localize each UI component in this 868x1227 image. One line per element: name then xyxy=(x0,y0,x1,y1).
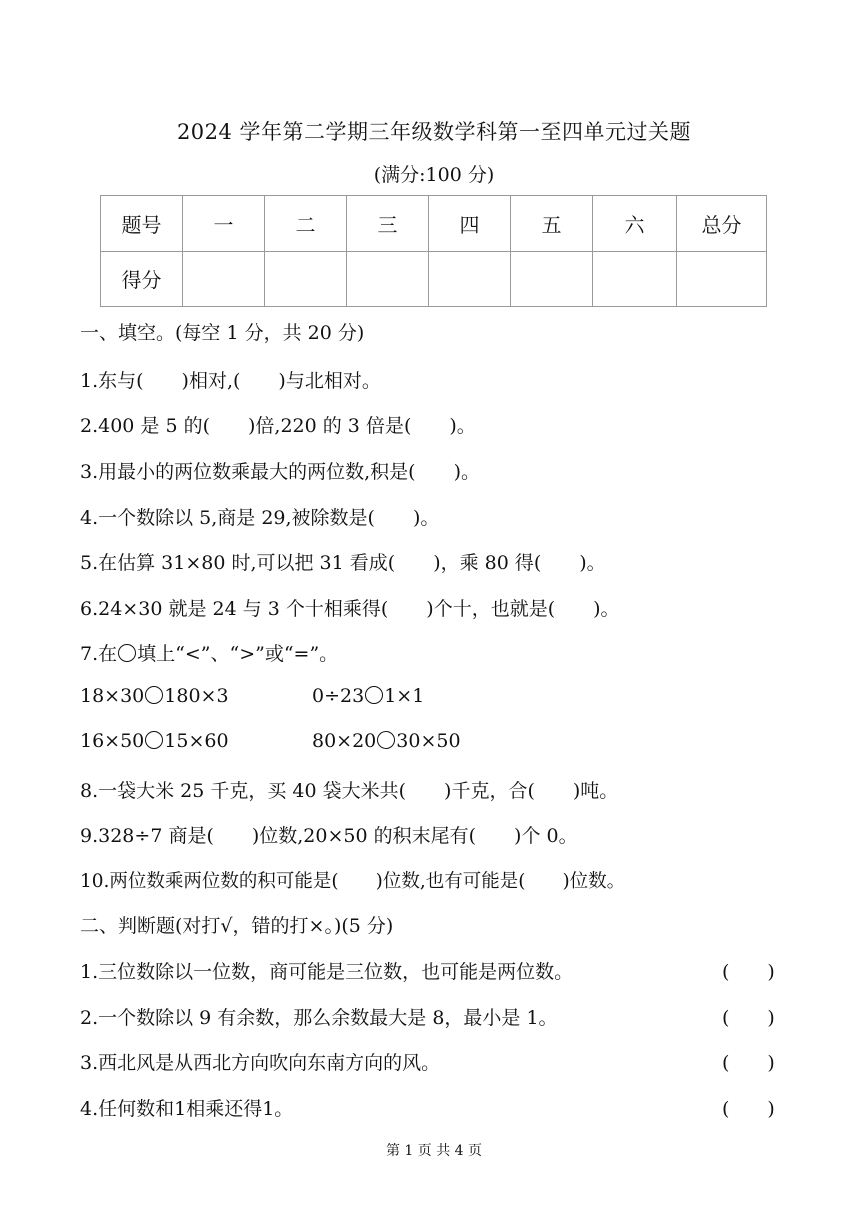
score-cell-empty xyxy=(347,251,429,307)
table-row xyxy=(101,251,767,307)
circle-icon xyxy=(118,644,136,662)
expression: 80×20 xyxy=(312,730,377,752)
expression: 0÷23 xyxy=(312,685,365,707)
judgment-question: 1.三位数除以一位数，商可能是三位数，也可能是两位数。 xyxy=(80,961,574,983)
comparison-item xyxy=(312,730,461,752)
expression: 1×1 xyxy=(384,685,425,707)
score-cell-empty xyxy=(677,251,767,307)
table-cell: 四 xyxy=(429,196,511,252)
comparison-item xyxy=(80,730,229,752)
expression: 16×50 xyxy=(80,730,145,752)
question-text: 7.在 xyxy=(80,643,118,665)
question-text: 填上“<”、“>”或“=”。 xyxy=(137,643,339,665)
comparison-item xyxy=(80,685,229,707)
expression: 15×60 xyxy=(164,730,229,752)
answer-paren: ( ) xyxy=(722,1098,775,1120)
question-line: 4.一个数除以 5,商是 29,被除数是( )。 xyxy=(80,507,440,529)
section-heading: 一、填空。(每空 1 分，共 20 分) xyxy=(80,322,365,344)
table-cell: 六 xyxy=(593,196,677,252)
score-cell-empty xyxy=(265,251,347,307)
table-cell: 三 xyxy=(347,196,429,252)
circle-icon xyxy=(145,686,163,704)
circle-icon xyxy=(145,731,163,749)
answer-paren: ( ) xyxy=(722,1007,775,1029)
table-cell-label: 得分 xyxy=(101,251,183,307)
circle-icon xyxy=(365,686,383,704)
question-line: 8.一袋大米 25 千克，买 40 袋大米共( )千克，合( )吨。 xyxy=(80,780,619,802)
expression: 180×3 xyxy=(164,685,229,707)
judgment-question: 4.任何数和1相乘还得1。 xyxy=(80,1098,294,1120)
question-line: 1.东与( )相对,( )与北相对。 xyxy=(80,370,381,392)
table-cell-label: 题号 xyxy=(101,196,183,252)
expression: 18×30 xyxy=(80,685,145,707)
table-cell: 总分 xyxy=(677,196,767,252)
judgment-question: 3.西北风是从西北方向吹向东南方向的风。 xyxy=(80,1052,441,1074)
table-cell: 五 xyxy=(511,196,593,252)
score-cell-empty xyxy=(183,251,265,307)
question-line: 6.24×30 就是 24 与 3 个十相乘得( )个十，也就是( )。 xyxy=(80,598,620,620)
score-cell-empty xyxy=(593,251,677,307)
question-line: 2.400 是 5 的( )倍,220 的 3 倍是( )。 xyxy=(80,415,476,437)
page-footer: 第 1 页 共 4 页 xyxy=(385,1143,483,1159)
question-line: 3.用最小的两位数乘最大的两位数,积是( )。 xyxy=(80,461,480,483)
question-line xyxy=(80,639,338,666)
score-cell-empty xyxy=(429,251,511,307)
answer-paren: ( ) xyxy=(722,961,775,983)
answer-paren: ( ) xyxy=(722,1052,775,1074)
page-subtitle: (满分:100 分) xyxy=(373,164,495,186)
score-cell-empty xyxy=(511,251,593,307)
judgment-question: 2.一个数除以 9 有余数，那么余数最大是 8，最小是 1。 xyxy=(80,1007,558,1029)
comparison-item xyxy=(312,685,424,707)
question-line: 9.328÷7 商是( )位数,20×50 的积末尾有( )个 0。 xyxy=(80,825,578,847)
section-heading: 二、判断题(对打√，错的打×。)(5 分) xyxy=(80,915,394,937)
circle-icon xyxy=(377,731,395,749)
expression: 30×50 xyxy=(396,730,461,752)
page-title: 2024 学年第二学期三年级数学科第一至四单元过关题 xyxy=(176,120,692,144)
table-cell: 二 xyxy=(265,196,347,252)
question-line: 10.两位数乘两位数的积可能是( )位数,也有可能是( )位数。 xyxy=(80,871,626,892)
table-cell: 一 xyxy=(183,196,265,252)
question-line: 5.在估算 31×80 时,可以把 31 看成( )，乘 80 得( )。 xyxy=(80,552,606,574)
table-row xyxy=(101,196,767,252)
score-table xyxy=(100,195,767,307)
